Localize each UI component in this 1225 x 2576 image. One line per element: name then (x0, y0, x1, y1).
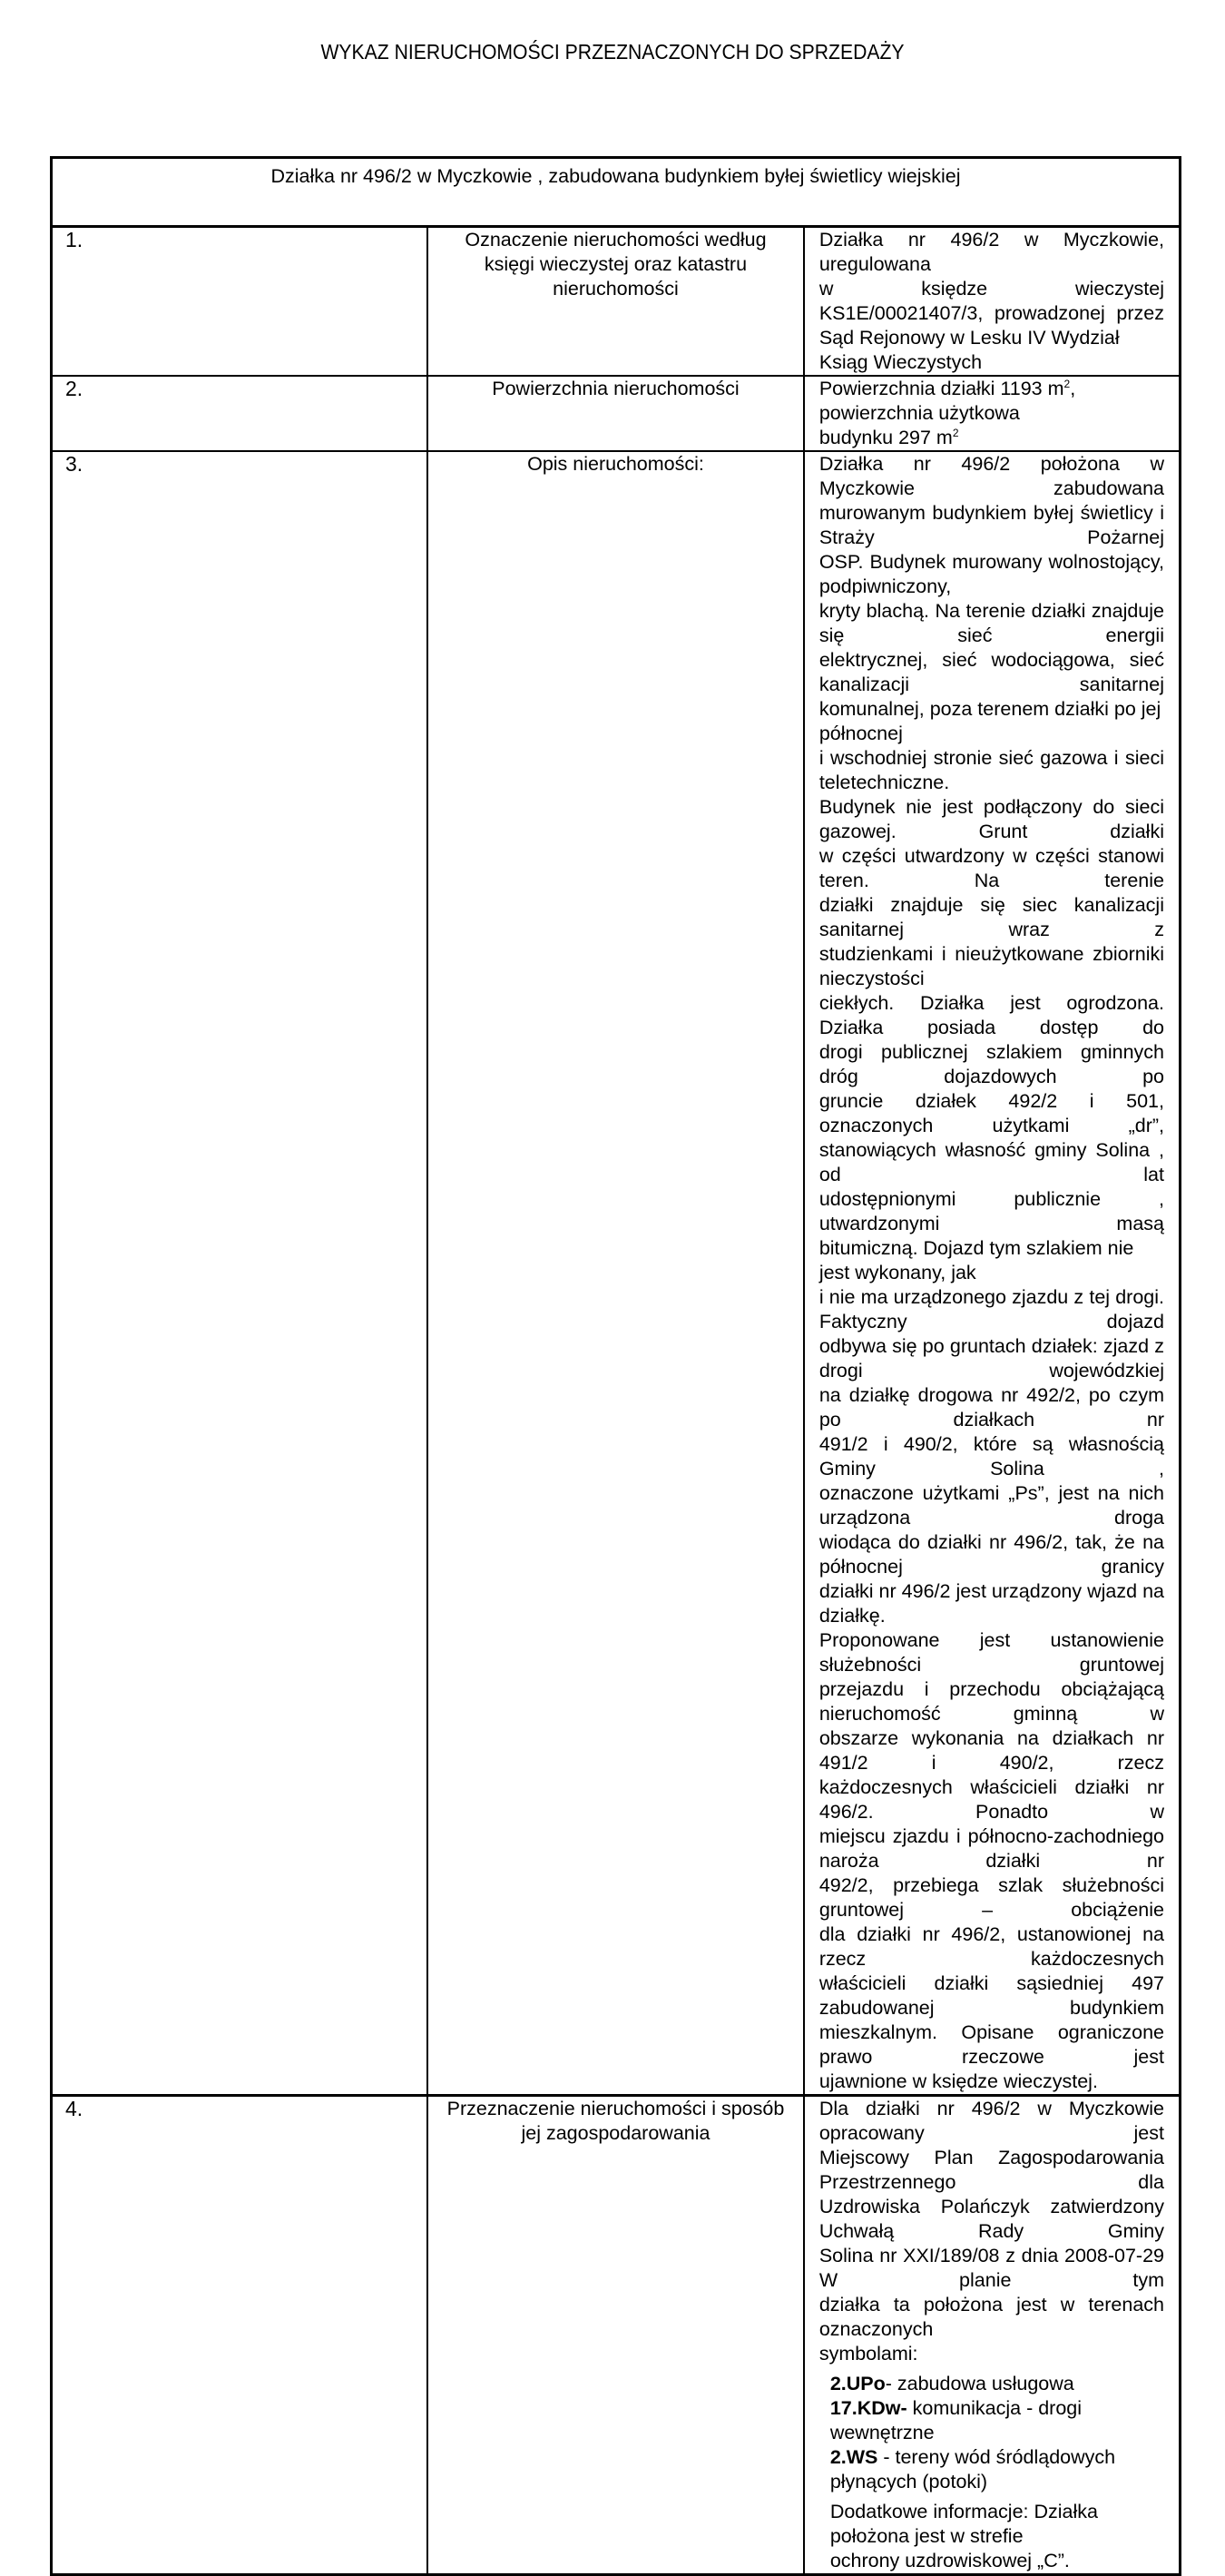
value-line: OSP. Budynek murowany wolnostojący, podpiwniczony, (818, 551, 1164, 597)
value-line: obszarze wykonania na działkach nr 491/2 i 490/2, rzecz (818, 1727, 1164, 1774)
row-label: Oznaczenie nieruchomości według księgi wieczystej oraz katastru nieruchomości (427, 227, 804, 377)
zoning-symbol (819, 2372, 1164, 2396)
value-line: przejazdu i przechodu obciążającą nieruchomość gminną w (818, 1678, 1164, 1725)
value-line: 491/2 i 490/2, które są własnością Gminy Solina , (818, 1433, 1164, 1480)
value-line: działka ta położona jest w terenach oznaczonych (818, 2294, 1164, 2340)
value-line: komunalnej, poza terenem działki po jej północnej (818, 698, 1161, 744)
row-number: 2. (52, 376, 428, 451)
value-line: gruncie działek 492/2 i 501, oznaczonych użytkami „dr”, (818, 1090, 1164, 1136)
value-line: każdoczesnych właścicieli działki nr 496/2. Ponadto w (818, 1776, 1164, 1823)
row-label: Powierzchnia nieruchomości (427, 376, 804, 451)
value-line: mieszkalnym. Opisane ograniczone prawo rzeczowe jest (818, 2021, 1164, 2068)
zoning-symbol (819, 2445, 1164, 2494)
value-line: elektrycznej, sieć wodociągowa, sieć kanalizacji sanitarnej (818, 649, 1164, 695)
plot-area-text: Powierzchnia działki 1193 m (818, 378, 1064, 399)
value-line: miejscu zjazdu i północno-zachodniego naroża działki nr (818, 1825, 1164, 1872)
value-line (819, 426, 1164, 450)
value-line: Budynek nie jest podłączony do sieci gazowej. Grunt działki (818, 796, 1164, 842)
value-line: w księdze wieczystej KS1E/00021407/3, prowadzonej przez (818, 278, 1164, 324)
value-line: Działka nr 496/2 położona w Myczkowie zabudowana (818, 453, 1164, 499)
document-title: WYKAZ NIERUCHOMOŚCI PRZEZNACZONYCH DO SPRZEDAŻY (320, 40, 905, 64)
value-line: i nie ma urządzonego zjazdu z tej drogi. Faktyczny dojazd (818, 1286, 1164, 1332)
value-line: 492/2, przebiega szlak służebności gruntowej – obciążenie (818, 1874, 1164, 1921)
value-line: ciekłych. Działka jest ogrodzona. Działka posiada dostęp do (818, 992, 1164, 1038)
table-header: Działka nr 496/2 w Myczkowie , zabudowana budynkiem byłej świetlicy wiejskiej (52, 158, 1181, 227)
value-line: oznaczone użytkami „Ps”, jest na nich urządzona droga (818, 1482, 1164, 1529)
value-line: dla działki nr 496/2, ustanowionej na rzecz każdoczesnych (818, 1923, 1164, 1970)
table-header-row (52, 158, 1181, 227)
value-line: odbywa się po gruntach działek: zjazd z drogi wojewódzkiej (818, 1335, 1164, 1381)
table-row (52, 451, 1181, 2096)
additional-info-line: Dodatkowe informacje: Działka położona jest w strefie (829, 2501, 1098, 2547)
value-line: stanowiących własność gminy Solina , od lat (818, 1139, 1164, 1185)
value-line: studzienkami i nieużytkowane zbiorniki nieczystości (818, 943, 1164, 989)
value-line: bitumiczną. Dojazd tym szlakiem nie jest wykonany, jak (818, 1237, 1134, 1283)
value-line: udostępnionymi publicznie , utwardzonymi masą (818, 1188, 1164, 1234)
symbol-code: 2.UPo (829, 2373, 886, 2394)
additional-info-line: ochrony uzdrowiskowej „C”. (829, 2550, 1070, 2571)
value-line: działki znajduje się siec kanalizacji sanitarnej wraz z (818, 894, 1164, 940)
row-label: Przeznaczenie nieruchomości i sposób jej zagospodarowania (427, 2096, 804, 2575)
symbol-desc: - zabudowa usługowa (885, 2373, 1074, 2394)
value-line: kryty blachą. Na terenie działki znajduje się sieć energii (818, 600, 1164, 646)
value-line: w części utwardzony w części stanowi teren. Na terenie (818, 845, 1164, 891)
building-area-sup: 2 (952, 426, 959, 439)
value-line (819, 377, 1164, 426)
value-line: Uzdrowiska Polańczyk zatwierdzony Uchwałą Rady Gminy (818, 2196, 1164, 2242)
symbol-code: 17.KDw- (829, 2397, 907, 2419)
value-line: Sąd Rejonowy w Lesku IV Wydział Ksiąg Wieczystych (818, 327, 1120, 373)
property-table (50, 156, 1181, 2576)
value-line: Solina nr XXI/189/08 z dnia 2008-07-29 W planie tym (818, 2245, 1164, 2291)
value-line: właścicieli działki sąsiedniej 497 zabudowanej budynkiem (818, 1972, 1164, 2019)
value-line: Miejscowy Plan Zagospodarowania Przestrzennego dla (818, 2147, 1164, 2193)
symbol-desc: komunikacja - drogi wewnętrzne (829, 2397, 1083, 2443)
value-line: ujawnione w księdze wieczystej. (818, 2070, 1098, 2092)
table-row (52, 376, 1181, 451)
usable-area-label: , powierzchnia użytkowa (818, 378, 1076, 424)
row-value (804, 2096, 1181, 2575)
building-area-text: budynku 297 m (818, 427, 953, 448)
value-line: Dla działki nr 496/2 w Myczkowie opracowany jest (818, 2098, 1164, 2144)
row-number: 1. (52, 227, 428, 377)
value-line: Proponowane jest ustanowienie służebności gruntowej (818, 1629, 1164, 1676)
plot-area-sup: 2 (1063, 377, 1071, 390)
value-line: symbolami: (818, 2343, 918, 2365)
symbol-desc: - tereny wód śródlądowych płynących (potoki) (829, 2446, 1116, 2492)
value-line: działki nr 496/2 jest urządzony wjazd na działkę. (818, 1580, 1164, 1627)
row-value (804, 376, 1181, 451)
value-line: drogi publicznej szlakiem gminnych dróg dojazdowych po (818, 1041, 1164, 1087)
value-line: murowanym budynkiem byłej świetlicy i Straży Pożarnej (818, 502, 1164, 548)
row-number: 4. (52, 2096, 428, 2575)
value-line: i wschodniej stronie sieć gazowa i sieci teletechniczne. (818, 747, 1164, 793)
table-row (52, 227, 1181, 377)
row-number: 3. (52, 451, 428, 2096)
value-line: na działkę drogowa nr 492/2, po czym po działkach nr (818, 1384, 1164, 1431)
zoning-symbol (819, 2396, 1164, 2445)
value-line: wiodąca do działki nr 496/2, tak, że na północnej granicy (818, 1531, 1164, 1578)
row-value (804, 227, 1181, 377)
symbol-code: 2.WS (829, 2446, 878, 2468)
table-row (52, 2096, 1181, 2575)
row-label: Opis nieruchomości: (427, 451, 804, 2096)
value-line: Działka nr 496/2 w Myczkowie, uregulowana (818, 229, 1164, 275)
row-value (804, 451, 1181, 2096)
